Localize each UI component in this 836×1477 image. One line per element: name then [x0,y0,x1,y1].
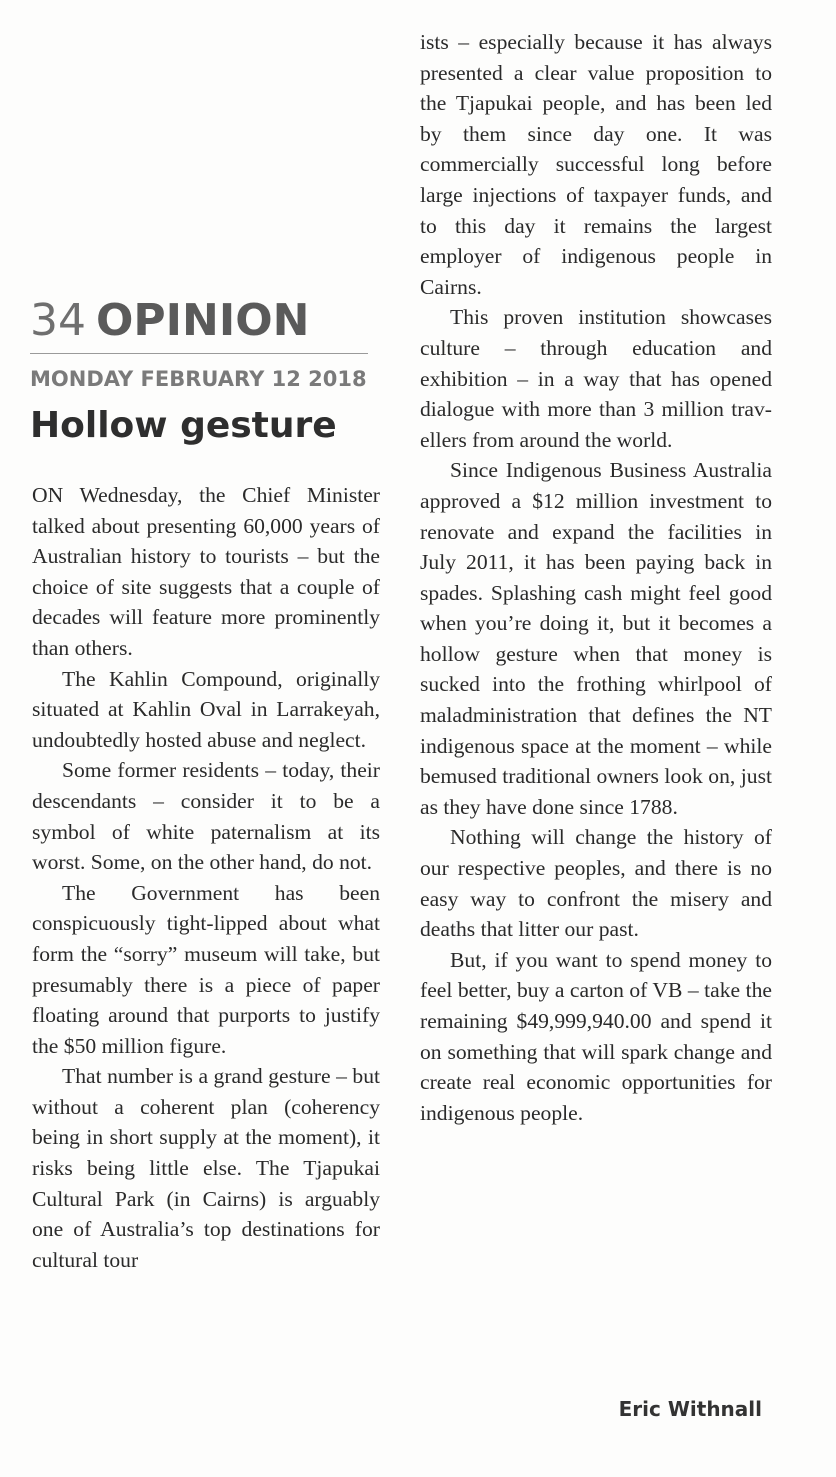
paragraph: The Government has been conspicuously tight-lipped about what form the “sorry” museum will take, but presumably there is a piece of paper floating around that purports to justify the $50 million figure. [32,880,380,1058]
paragraph: Since Indigenous Business Australia approved a $12 million investment to renovate and expand the facilities in July 2011, it has been paying back in spades. Splashing cash might feel good when you’re doing it, but it becomes a hollow gesture when that money is sucked into the frothing whirlpool of maladministration that defines the NT indigenous space at the moment – while bemused traditional owners look on, just as they have done since 1788. [420,458,772,819]
article-column-left [32,480,380,1275]
masthead-divider [30,353,368,354]
paragraph: Nothing will change the history of our respective peoples, and there is no easy way to confront the misery and deaths that litter our past. [420,825,772,942]
section-title: OPINION [96,295,310,346]
page-number: 34 [30,295,86,346]
paragraph: The Kahlin Compound, originally situated at Kahlin Oval in Larrakeyah, undoubtedly hosted abuse and neglect. [32,666,380,752]
paragraph: This proven institution showcases culture – through education and exhibition – in a way that has opened dialogue with more than 3 million travellers from around the world. [420,305,772,452]
article-header [30,295,375,448]
paragraph: Some former residents – today, their descendants – consider it to be a symbol of white paternalism at its worst. Some, on the other hand, do not. [32,758,380,875]
section-masthead [30,295,375,347]
paragraph: ists – especially because it has always presented a clear value proposition to the Tjapukai people, and has been led by them since day one. It was commercially successful long before large injections of taxpayer funds, and to this day it remains the largest employer of indigenous people in Cairns. [420,30,772,299]
author-byline: Eric Withnall [618,1397,762,1421]
paragraph: ON Wednesday, the Chief Minister talked about presenting 60,000 years of Australian history to tourists – but the choice of site suggests that a couple of decades will feature more prominently than others. [32,483,380,660]
dateline: MONDAY FEBRUARY 12 2018 [30,367,367,391]
paragraph: But, if you want to spend money to feel better, buy a carton of VB – take the remaining $49,999,940.00 and spend it on something that will spark change and create real economic opportunities for indigenous people. [420,947,772,1125]
article-column-right [420,27,772,1128]
headline: Hollow gesture [30,405,337,446]
paragraph: That number is a grand gesture – but without a coherent plan (coherency being in short supply at the moment), it risks being little else. The Tjapukai Cultural Park (in Cairns) is arguably one of Australia’s top destinations for cultural tour [32,1064,380,1272]
